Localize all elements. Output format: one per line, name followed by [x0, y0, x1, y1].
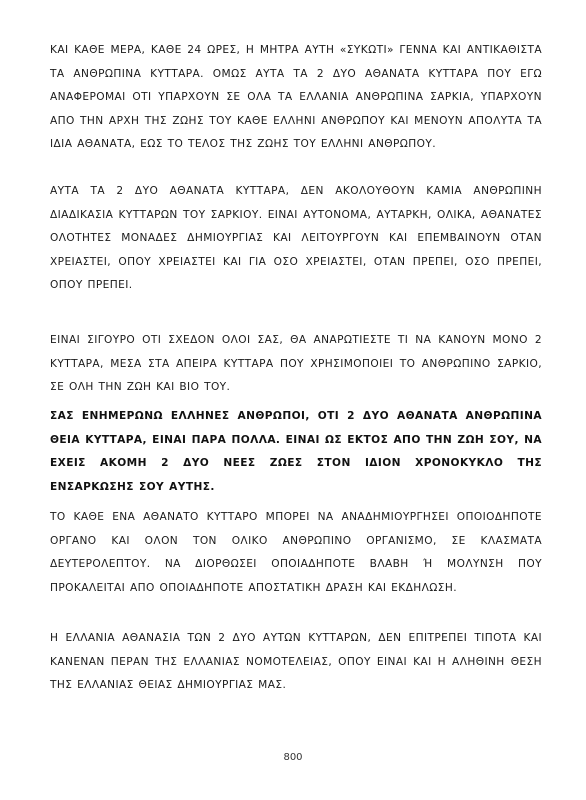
- paragraph-3: ΕΙΝΑΙ ΣΙΓΟΥΡΟ ΟΤΙ ΣΧΕΔΟΝ ΟΛΟΙ ΣΑΣ, ΘΑ ΑΝΑΡΩΤΙΕΣΤΕ ΤΙ ΝΑ ΚΑΝΟΥΝ ΜΟΝΟ 2 ΚΥΤΤΑΡΑ, ΜΕΣΑ ΣΤΑ ΑΠΕΙΡΑ ΚΥΤΤΑΡΑ ΠΟΥ ΧΡΗΣΙΜΟΠΟΙΕΙ ΤΟ ΑΝΘΡΩΠΙΝΟ ΣΑΡΚΙΟ, ΣΕ ΟΛΗ ΤΗΝ ΖΩΗ ΚΑΙ ΒΙΟ ΤΟΥ.: [50, 334, 542, 394]
- paragraph-2: ΑΥΤΑ ΤΑ 2 ΔΥΟ ΑΘΑΝΑΤΑ ΚΥΤΤΑΡΑ, ΔΕΝ ΑΚΟΛΟΥΘΟΥΝ ΚΑΜΙΑ ΑΝΘΡΩΠΙΝΗ ΔΙΑΔΙΚΑΣΙΑ ΚΥΤΤΑΡΩΝ ΤΟΥ ΣΑΡΚΙΟΥ. ΕΙΝΑΙ ΑΥΤΟΝΟΜΑ, ΑΥΤΑΡΚΗ, ΟΛΙΚΑ, ΑΘΑΝΑΤΕΣ ΟΛΟΤΗΤΕΣ ΜΟΝΑΔΕΣ ΔΗΜΙΟΥΡΓΙΑΣ ΚΑΙ ΛΕΙΤΟΥΡΓΟΥΝ ΚΑΙ ΕΠΕΜΒΑΙΝΟΥΝ ΟΤΑΝ ΧΡΕΙΑΣΤΕΙ, ΟΠΟΥ ΧΡΕΙΑΣΤΕΙ ΚΑΙ ΓΙΑ ΟΣΟ ΧΡΕΙΑΣΤΕΙ, ΟΤΑΝ ΠΡΕΠΕΙ, ΟΣΟ ΠΡΕΠΕΙ, ΟΠΟΥ ΠΡΕΠΕΙ.: [50, 185, 542, 292]
- page-number: 800: [283, 752, 303, 763]
- paragraph-4-bold: ΣΑΣ ΕΝΗΜΕΡΩΝΩ ΕΛΛΗΝΕΣ ΑΝΘΡΩΠΟΙ, ΟΤΙ 2 ΔΥΟ ΑΘΑΝΑΤΑ ΑΝΘΡΩΠΙΝΑ ΘΕΙΑ ΚΥΤΤΑΡΑ, ΕΙΝΑΙ ΠΑΡΑ ΠΟΛΛΑ. ΕΙΝΑΙ ΩΣ ΕΚΤΟΣ ΑΠΟ ΤΗΝ ΖΩΗ ΣΟΥ, ΝΑ ΕΧΕΙΣ ΑΚΟΜΗ 2 ΔΥΟ ΝΕΕΣ ΖΩΕΣ ΣΤΟΝ ΙΔΙΟΝ ΧΡΟΝΟΚΥΚΛΟ ΤΗΣ ΕΝΣΑΡΚΩΣΗΣ ΣΟΥ ΑΥΤΗΣ.: [50, 410, 542, 493]
- paragraph-6: Η ΕΛΛΑΝΙΑ ΑΘΑΝΑΣΙΑ ΤΩΝ 2 ΔΥΟ ΑΥΤΩΝ ΚΥΤΤΑΡΩΝ, ΔΕΝ ΕΠΙΤΡΕΠΕΙ ΤΙΠΟΤΑ ΚΑΙ ΚΑΝΕΝΑΝ ΠΕΡΑΝ ΤΗΣ ΕΛΛΑΝΙΑΣ ΝΟΜΟΤΕΛΕΙΑΣ, ΟΠΟΥ ΕΙΝΑΙ ΚΑΙ Η ΑΛΗΘΙΝΗ ΘΕΣΗ ΤΗΣ ΕΛΛΑΝΙΑΣ ΘΕΙΑΣ ΔΗΜΙΟΥΡΓΙΑΣ ΜΑΣ.: [50, 632, 542, 692]
- paragraph-5: ΤΟ ΚΑΘΕ ΕΝΑ ΑΘΑΝΑΤΟ ΚΥΤΤΑΡΟ ΜΠΟΡΕΙ ΝΑ ΑΝΑΔΗΜΙΟΥΡΓΗΣΕΙ ΟΠΟΙΟΔΗΠΟΤΕ ΟΡΓΑΝΟ ΚΑΙ ΟΛΟΝ ΤΟΝ ΟΛΙΚΟ ΑΝΘΡΩΠΙΝΟ ΟΡΓΑΝΙΣΜΟ, ΣΕ ΚΛΑΣΜΑΤΑ ΔΕΥΤΕΡΟΛΕΠΤΟΥ. ΝΑ ΔΙΟΡΘΩΣΕΙ ΟΠΟΙΑΔΗΠΟΤΕ ΒΛΑΒΗ Ή ΜΟΛΥΝΣΗ ΠΟΥ ΠΡΟΚΑΛΕΙΤΑΙ ΑΠΟ ΟΠΟΙΑΔΗΠΟΤΕ ΑΠΟΣΤΑΤΙΚΗ ΔΡΑΣΗ ΚΑΙ ΕΚΔΗΛΩΣΗ.: [50, 511, 542, 594]
- paragraph-1: ΚΑΙ ΚΑΘΕ ΜΕΡΑ, ΚΑΘΕ 24 ΩΡΕΣ, Η ΜΗΤΡΑ ΑΥΤΗ «ΣΥΚΩΤΙ» ΓΕΝΝΑ ΚΑΙ ΑΝΤΙΚΑΘΙΣΤΑ ΤΑ ΑΝΘΡΩΠΙΝΑ ΚΥΤΤΑΡΑ. ΟΜΩΣ ΑΥΤΑ ΤΑ 2 ΔΥΟ ΑΘΑΝΑΤΑ ΚΥΤΤΑΡΑ ΠΟΥ ΕΓΩ ΑΝΑΦΕΡΟΜΑΙ ΟΤΙ ΥΠΑΡΧΟΥΝ ΣΕ ΟΛΑ ΤΑ ΕΛΛΑΝΙΑ ΑΝΘΡΩΠΙΝΑ ΣΑΡΚΙΑ, ΥΠΑΡΧΟΥΝ ΑΠΟ ΤΗΝ ΑΡΧΗ ΤΗΣ ΖΩΗΣ ΤΟΥ ΚΑΘΕ ΕΛΛΗΝΙ ΑΝΘΡΩΠΟΥ ΚΑΙ ΜΕΝΟΥΝ ΑΠΟΛΥΤΑ ΤΑ ΙΔΙΑ ΑΘΑΝΑΤΑ, ΕΩΣ ΤΟ ΤΕΛΟΣ ΤΗΣ ΖΩΗΣ ΤΟΥ ΕΛΛΗΝΙ ΑΝΘΡΩΠΟΥ.: [50, 44, 542, 151]
